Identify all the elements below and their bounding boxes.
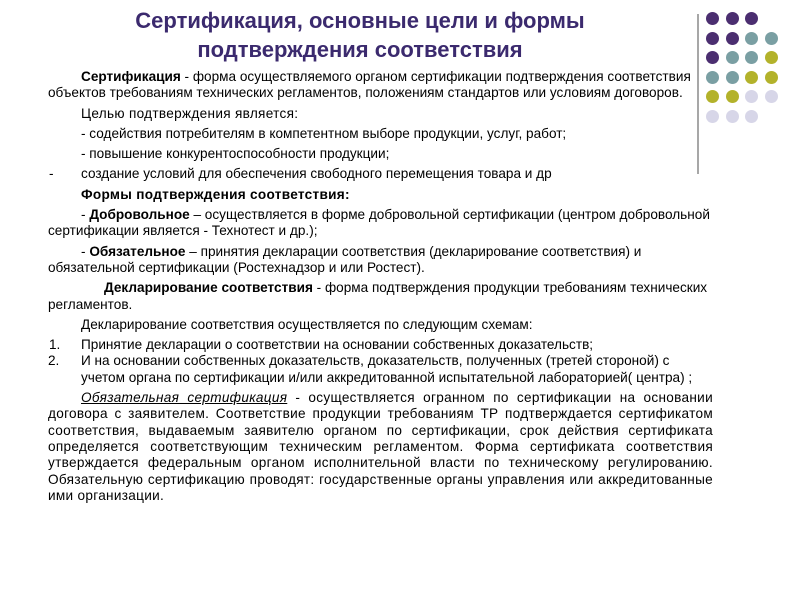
forms-heading	[48, 187, 713, 203]
scheme-item-1-text: Принятие декларации о соответствии на основании собственных доказательств;	[81, 337, 594, 353]
goal-item-2: - повышение конкурентоспособности продукции;	[81, 146, 390, 162]
decorative-dot	[745, 32, 758, 45]
declaration-text: - форма подтверждения продукции требованиям технических регламентов.	[48, 280, 708, 312]
decorative-dot	[706, 12, 719, 25]
definition-text: - форма осуществляемого органом сертификации подтверждения соответствия объектов требованиям технических регламентов, положениям стандартов или условиям договоров.	[48, 69, 691, 101]
goal-heading: Целью подтверждения является:	[81, 105, 299, 121]
decorative-dot	[726, 71, 739, 84]
decorative-dot	[765, 51, 778, 64]
decorative-dot	[745, 12, 758, 25]
title-line-1: Сертификация, основные цели и формы	[135, 8, 585, 33]
goal-item-3-marker: -	[49, 166, 54, 182]
declaration-paragraph	[48, 280, 713, 313]
definition-paragraph	[48, 69, 713, 102]
decorative-dot	[745, 110, 758, 123]
title-line-2: подтверждения соответствия	[197, 37, 523, 62]
mandatory-certification-text: - осуществляется огранном по сертификации на основании договора с заявителем. Соответствие продукции требованиям ТР подтверждается сертификатом соответствия, выдаваемым заявителю органом по сертификации, срок действия сертификата определяется соответствующим техническим регламентом. Форма сертификата соответствия утверждается федеральным органом исполнительной власти по техническому регулированию. Обязательную сертификацию проводят: государственные органы управления или аккредитованные ими организации.	[48, 390, 713, 503]
schemes-intro: Декларирование соответствия осуществляется по следующим схемам:	[81, 316, 533, 332]
declaration-term: Декларирование соответствия	[104, 280, 313, 296]
slide-title	[90, 6, 630, 64]
decorative-dot	[726, 110, 739, 123]
goal-item-3-text: создание условий для обеспечения свободного перемещения товара и др	[81, 166, 552, 182]
form-voluntary	[48, 207, 713, 240]
definition-term: Сертификация	[81, 69, 181, 84]
slide-body	[48, 69, 713, 504]
decorative-dot	[726, 51, 739, 64]
decorative-dot	[765, 90, 778, 103]
goal-item-3	[48, 166, 713, 182]
form-voluntary-prefix: -	[81, 207, 90, 223]
scheme-item-2	[48, 353, 713, 386]
mandatory-certification-term: Обязательная сертификация	[81, 390, 288, 406]
decorative-dot	[745, 90, 758, 103]
decorative-dot	[726, 12, 739, 25]
decorative-dot	[726, 90, 739, 103]
mandatory-certification-paragraph	[48, 390, 713, 504]
decorative-dot	[706, 51, 719, 64]
form-voluntary-text: – осуществляется в форме добровольной сертификации (центром добровольной сертификации является - Технотест и др.);	[48, 207, 710, 239]
scheme-item-1	[48, 337, 713, 353]
forms-heading-text: Формы подтверждения соответствия:	[81, 186, 350, 202]
goal-item-1: - содействия потребителям в компетентном выборе продукции, услуг, работ;	[81, 125, 567, 141]
scheme-item-2-text: И на основании собственных доказательств, доказательств, полученных (третей стороной) с учетом органа по сертификации и/или аккредитованной испытательной лабораторией( центра) ;	[81, 353, 693, 385]
form-voluntary-term: Добровольное	[89, 207, 190, 223]
form-mandatory-term: Обязательное	[89, 243, 186, 259]
decorative-dot	[726, 32, 739, 45]
form-mandatory	[48, 244, 713, 277]
decorative-dot	[765, 32, 778, 45]
decorative-dot	[745, 51, 758, 64]
decorative-dot-grid	[706, 12, 796, 132]
decorative-dot	[765, 71, 778, 84]
scheme-item-2-marker: 2.	[48, 353, 60, 369]
form-mandatory-text: – принятия декларации соответствия (декларирование соответствия) и обязательной сертификации (Ростехнадзор и или Ростест).	[48, 243, 642, 275]
decorative-dot	[745, 71, 758, 84]
decorative-dot	[706, 32, 719, 45]
scheme-item-1-marker: 1.	[49, 337, 61, 353]
form-mandatory-prefix: -	[81, 243, 90, 259]
